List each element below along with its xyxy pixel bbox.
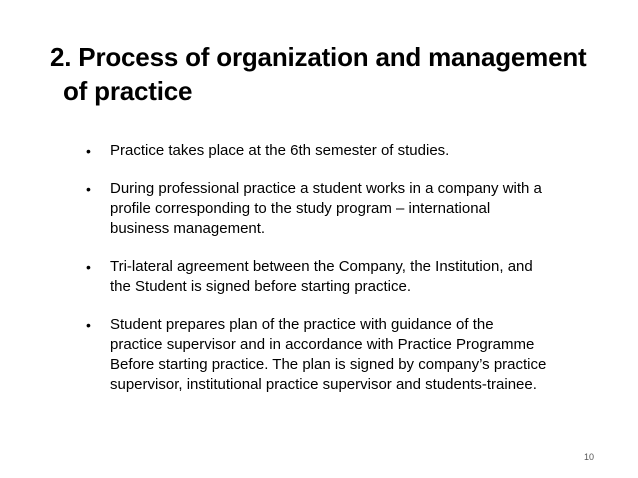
bullet-text-line: Practice takes place at the 6th semester of studies. <box>110 142 450 159</box>
bullet-text-line: During professional practice a student works in a company with a <box>110 180 542 197</box>
bullet-text-line: practice supervisor and in accordance with Practice Programme <box>110 336 535 353</box>
bullet-item <box>86 257 606 297</box>
bullet-item <box>86 315 606 395</box>
bullet-text-line: supervisor, institutional practice supervisor and students-trainee. <box>110 376 537 393</box>
bullet-text-line: Student prepares plan of the practice with guidance of the <box>110 316 494 333</box>
bullet-text-line: Tri-lateral agreement between the Company, the Institution, and <box>110 258 533 275</box>
bullet-text-line: profile corresponding to the study program – international <box>110 200 491 217</box>
bullet-text-line: Before starting practice. The plan is signed by company’s practice <box>110 356 547 373</box>
bullet-marker: • <box>86 143 91 159</box>
bullet-text-line: the Student is signed before starting practice. <box>110 278 412 295</box>
bullet-list <box>86 141 606 395</box>
bullet-item <box>86 179 606 239</box>
slide-title <box>50 40 610 108</box>
bullet-item <box>86 141 606 161</box>
bullet-text-line: business management. <box>110 220 266 237</box>
bullet-marker: • <box>86 259 91 275</box>
slide-title-line: of practice <box>63 76 193 106</box>
page-number: 10 <box>583 452 594 462</box>
slide-title-line: 2. Process of organization and management <box>50 42 587 72</box>
bullet-marker: • <box>86 181 91 197</box>
bullet-marker: • <box>86 317 91 333</box>
